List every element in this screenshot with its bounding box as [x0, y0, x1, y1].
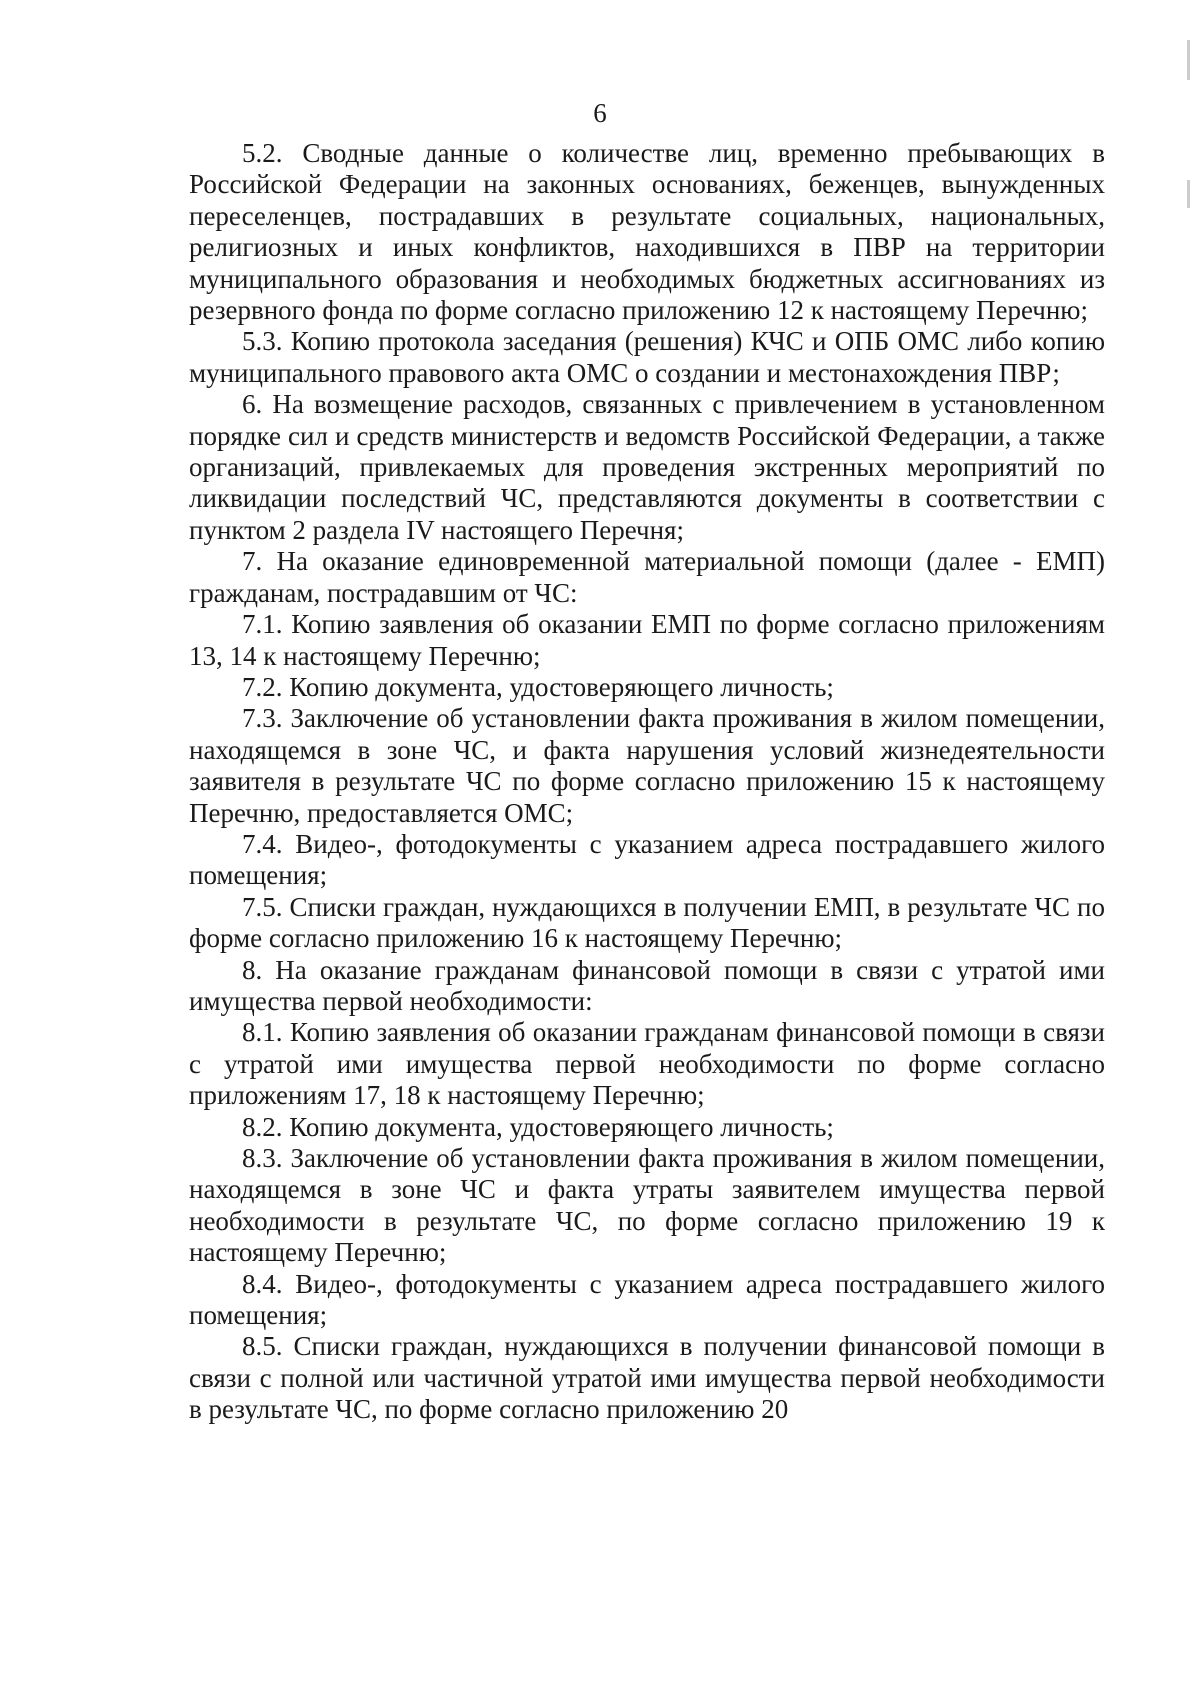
paragraph-7-2: 7.2. Копию документа, удостоверяющего личность;: [242, 671, 834, 702]
paragraph-8: 8. На оказание гражданам финансовой помощи в связи с утратой ими имущества первой необходимости:: [189, 954, 1105, 1016]
paragraph-7-3: 7.3. Заключение об установлении факта проживания в жилом помещении, находящемся в зоне ЧС, и факта нарушения условий жизнедеятельности заявителя в результате ЧС по форме согласно приложению 15 к настоящему Перечню, предоставляется ОМС;: [189, 703, 1105, 828]
scan-artifact-mark: [1187, 180, 1190, 208]
paragraph-7-4: 7.4. Видео-, фотодокументы с указанием адреса пострадавшего жилого помещения;: [189, 828, 1105, 891]
document-body: [189, 138, 1105, 1426]
paragraph-5-3: 5.3. Копию протокола заседания (решения) КЧС и ОПБ ОМС либо копию муниципального правового акта ОМС о создании и местонахождения ПВР;: [189, 326, 1105, 388]
page-number: 6: [593, 98, 607, 128]
paragraph-8-1: 8.1. Копию заявления об оказании гражданам финансовой помощи в связи с утратой ими имущества первой необходимости по форме согласно приложениям 17, 18 к настоящему Перечню;: [189, 1017, 1105, 1111]
paragraph-7: 7. На оказание единовременной материальной помощи (далее - ЕМП) гражданам, пострадавшим от ЧС:: [189, 546, 1105, 608]
paragraph-7-5: 7.5. Списки граждан, нуждающихся в получении ЕМП, в результате ЧС по форме согласно приложению 16 к настоящему Перечню;: [189, 891, 1105, 954]
paragraph-8-3: 8.3. Заключение об установлении факта проживания в жилом помещении, находящемся в зоне ЧС и факта утраты заявителем имущества первой необходимости в результате ЧС, по форме согласно приложению 19 к настоящему Перечню;: [189, 1143, 1105, 1268]
paragraph-6: 6. На возмещение расходов, связанных с привлечением в установленном порядке сил и средств министерств и ведомств Российской Федерации, а также организаций, привлекаемых для проведения экстренных мероприятий по ликвидации последствий ЧС, представляются документы в соответствии с пунктом 2 раздела IV настоящего Перечня;: [189, 389, 1105, 545]
paragraph-8-4: 8.4. Видео-, фотодокументы с указанием адреса пострадавшего жилого помещения;: [189, 1268, 1105, 1331]
paragraph-8-2: 8.2. Копию документа, удостоверяющего личность;: [242, 1111, 834, 1142]
paragraph-7-1: 7.1. Копию заявления об оказании ЕМП по форме согласно приложениям 13, 14 к настоящему Перечню;: [189, 609, 1105, 671]
scan-artifact-mark: [1187, 40, 1190, 80]
paragraph-5-2: 5.2. Сводные данные о количестве лиц, временно пребывающих в Российской Федерации на законных основаниях, беженцев, вынужденных переселенцев, пострадавших в результате социальных, национальных, религиозных и иных конфликтов, находившихся в ПВР на территории муниципального образования и необходимых бюджетных ассигнованиях из резервного фонда по форме согласно приложению 12 к настоящему Перечню;: [189, 138, 1105, 326]
paragraph-8-5: 8.5. Списки граждан, нуждающихся в получении финансовой помощи в связи с полной или частичной утратой ими имущества первой необходимости в результате ЧС, по форме согласно приложению 20: [189, 1331, 1105, 1425]
